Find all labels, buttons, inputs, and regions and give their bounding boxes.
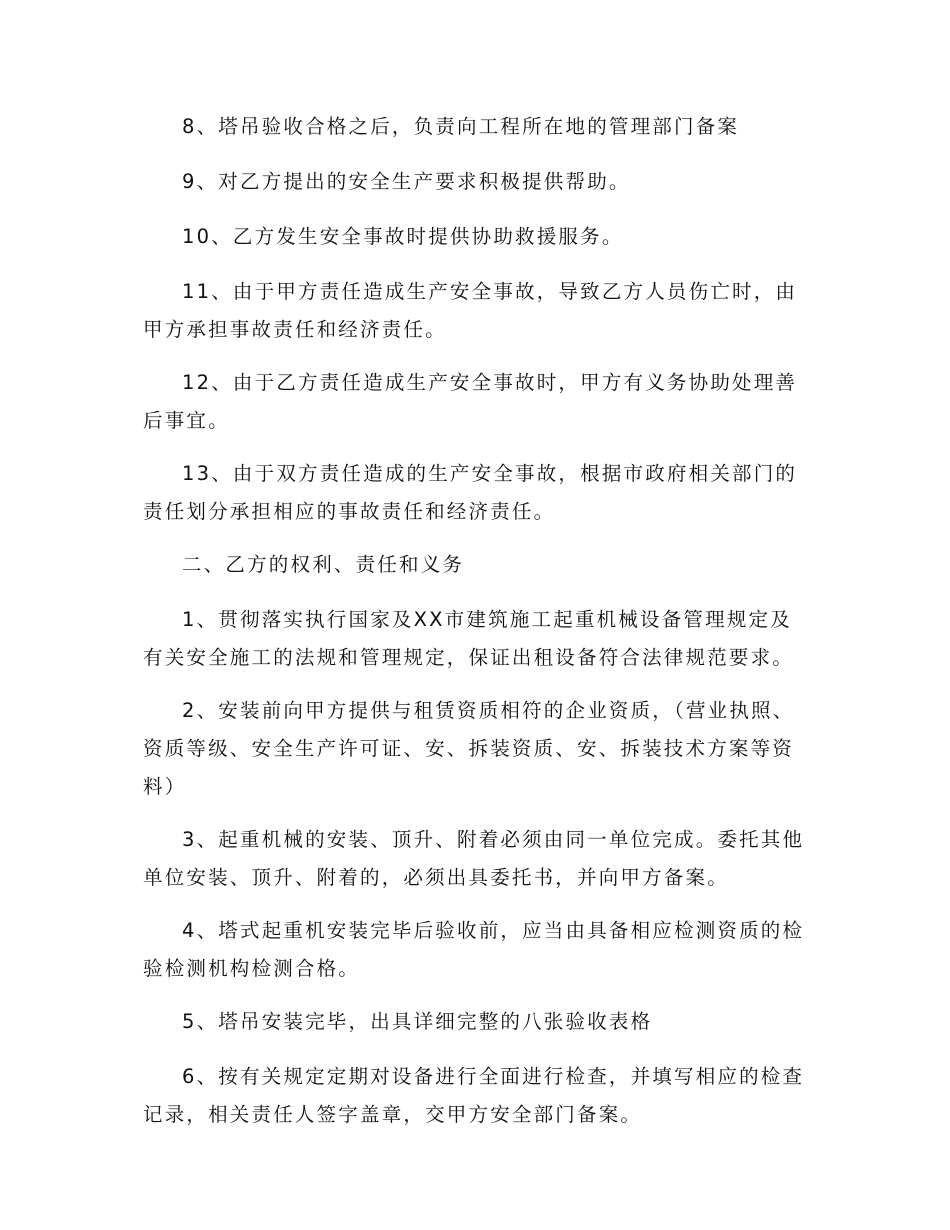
- paragraph-item-12: [143, 364, 807, 440]
- paragraph-item-9: [143, 163, 807, 201]
- paragraph-line: 单位安装、顶升、附着的，必须出具委托书，并向甲方备案。: [143, 866, 729, 889]
- paragraph-line: 12、由于乙方责任造成生产安全事故时，甲方有义务协助处理善: [182, 371, 798, 394]
- paragraph-line: 3、起重机械的安装、顶升、附着必须由同一单位完成。委托其他: [182, 828, 805, 851]
- document-body: [143, 108, 807, 1149]
- paragraph-line: 验检测机构检测合格。: [143, 957, 361, 980]
- paragraph-line: 13、由于双方责任造成的生产安全事故，根据市政府相关部门的: [182, 462, 798, 485]
- paragraph-line: 后事宜。: [143, 409, 230, 432]
- paragraph-line: 1、贯彻落实执行国家及XX市建筑施工起重机械设备管理规定及: [182, 608, 792, 631]
- paragraph-line: 料）: [143, 775, 187, 798]
- paragraph-line: 11、由于甲方责任造成生产安全事故，导致乙方人员伤亡时，由: [182, 280, 798, 303]
- section-heading: [143, 546, 807, 584]
- paragraph-item-10: [143, 218, 807, 256]
- paragraph-line: 责任划分承担相应的事故责任和经济责任。: [143, 500, 556, 523]
- paragraph-item-b6: [143, 1058, 807, 1134]
- paragraph-item-b3: [143, 821, 807, 897]
- section-heading-text: 二、乙方的权利、责任和义务: [182, 553, 465, 576]
- paragraph-line: 有关安全施工的法规和管理规定，保证出租设备符合法律规范要求。: [143, 646, 795, 669]
- paragraph-line: 5、塔吊安装完毕，出具详细完整的八张验收表格: [182, 1010, 653, 1033]
- paragraph-item-8: [143, 108, 807, 146]
- paragraph-item-11: [143, 273, 807, 349]
- paragraph-line: 8、塔吊验收合格之后，负责向工程所在地的管理部门备案: [182, 115, 740, 138]
- paragraph-line: 4、塔式起重机安装完毕后验收前，应当由具备相应检测资质的检: [182, 919, 805, 942]
- paragraph-line: 记录，相关责任人签字盖章，交甲方安全部门备案。: [143, 1103, 643, 1126]
- paragraph-line: 甲方承担事故责任和经济责任。: [143, 318, 447, 341]
- paragraph-line: 2、安装前向甲方提供与租赁资质相符的企业资质，（营业执照、: [182, 699, 795, 722]
- paragraph-item-b2: [143, 692, 807, 806]
- paragraph-line: 资质等级、安全生产许可证、安、拆装资质、安、拆装技术方案等资: [143, 737, 795, 760]
- paragraph-item-b4: [143, 912, 807, 988]
- paragraph-line: 9、对乙方提出的安全生产要求积极提供帮助。: [182, 170, 631, 193]
- paragraph-item-b1: [143, 601, 807, 677]
- paragraph-item-b5: [143, 1003, 807, 1041]
- paragraph-line: 6、按有关规定定期对设备进行全面进行检查，并填写相应的检查: [182, 1065, 805, 1088]
- paragraph-item-13: [143, 455, 807, 531]
- paragraph-line: 10、乙方发生安全事故时提供协助救援服务。: [182, 225, 624, 248]
